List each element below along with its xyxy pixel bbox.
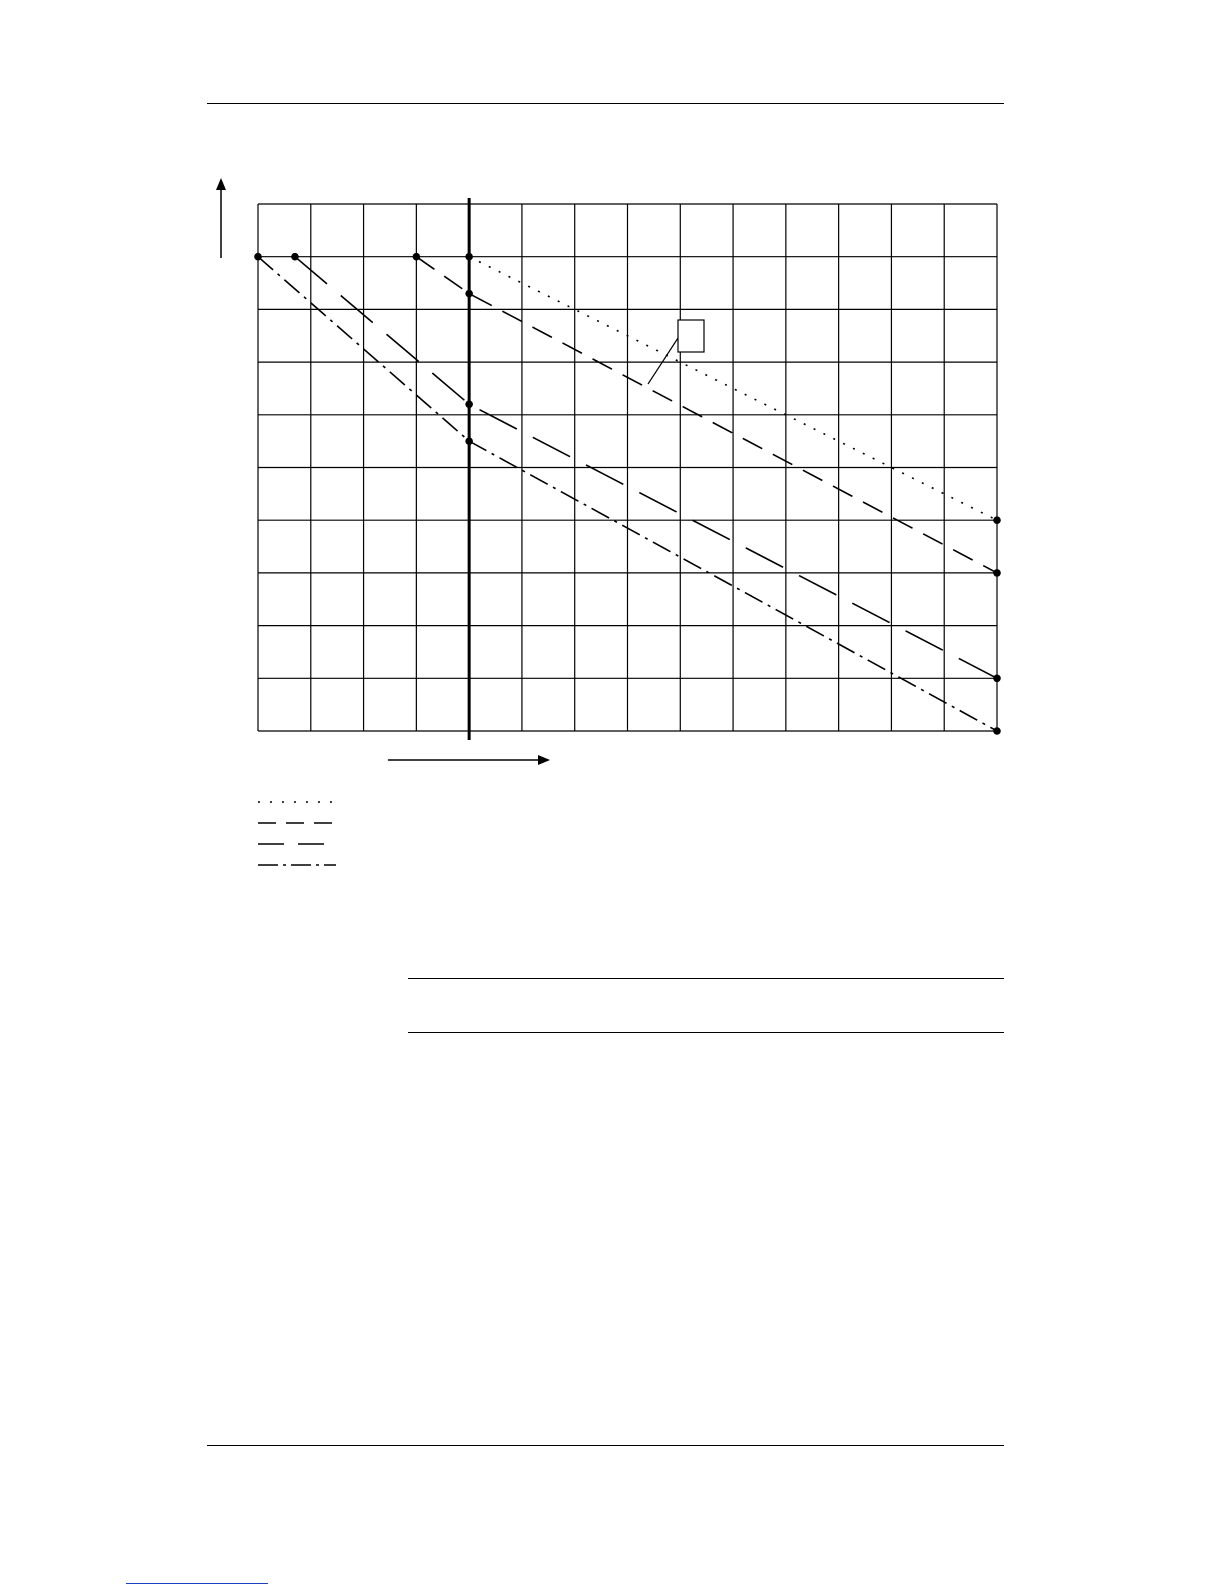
data-point-short-dash [413,253,421,261]
data-point-dash-dot [254,253,262,261]
chart-grid [258,204,997,731]
callout-box [678,320,704,352]
footer-rule [207,1445,1004,1446]
note-rule-bottom [408,1032,1004,1033]
data-point-short-dash [465,290,473,298]
data-point-short-dash [993,569,1001,577]
callout-leader [648,338,678,384]
data-point-long-dash [291,253,299,261]
data-point-dash-dot [993,727,1001,735]
data-point-long-dash [465,400,473,408]
chart-legend [258,802,336,865]
note-rule-top [408,978,1004,979]
data-point-dotted [993,516,1001,524]
data-point-long-dash [993,675,1001,683]
data-point-dash-dot [465,437,473,445]
data-point-dotted [465,253,473,261]
